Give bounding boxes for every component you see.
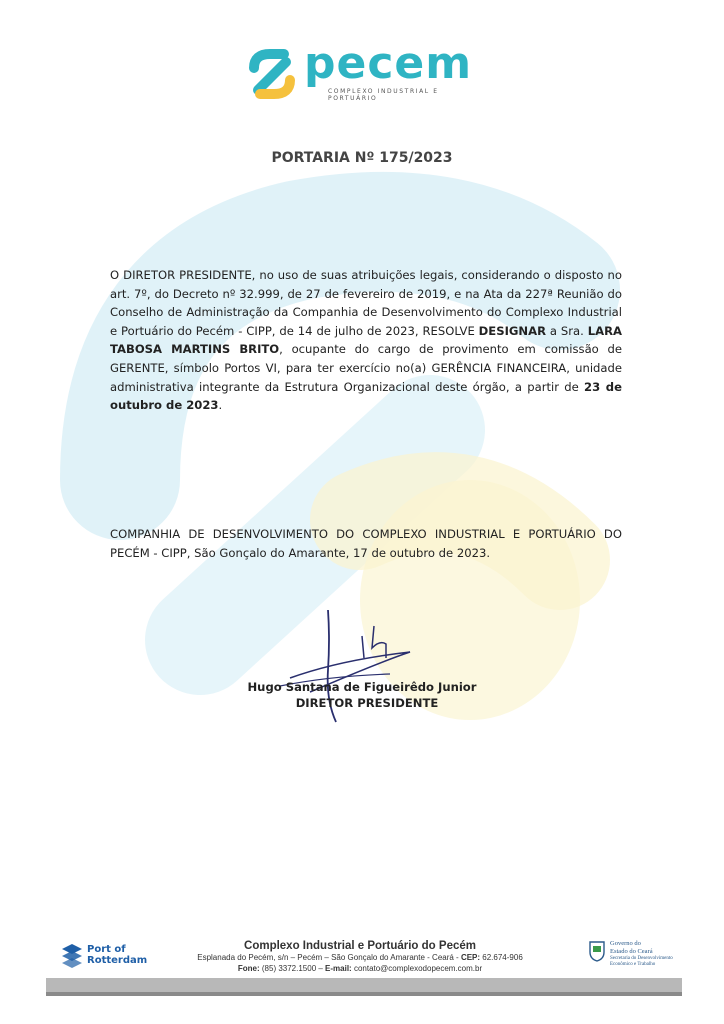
logo-wordmark: pecem	[304, 38, 473, 89]
footer-bar	[46, 978, 682, 996]
logo-subtitle: COMPLEXO INDUSTRIAL E PORTUÁRIO	[328, 88, 439, 102]
address-text: Esplanada do Pecém, s/n – Pecém – São Gonçalo do Amarante - Ceará -	[197, 953, 461, 962]
gov-line-4: Econômico e Trabalho	[610, 962, 656, 967]
pecem-symbol-icon	[244, 46, 300, 102]
cep-label: CEP:	[460, 953, 481, 962]
body-text-part: , ocupante do cargo de provimento em comissão de GERENTE, símbolo Portos VI, para ter exercício no(a) GERÊNCIA FINANCEIRA, unidade administrativa integrante da Estrutura Organizacional deste órgão, a partir de	[110, 342, 622, 394]
cep-value: 62.674-906	[480, 953, 523, 962]
footer-company-name: Complexo Industrial e Portuário do Pecém	[244, 940, 476, 952]
governo-ceara-logo	[588, 938, 678, 974]
footer-address	[170, 952, 550, 963]
port-waves-icon	[60, 942, 84, 968]
body-text-part: .	[218, 398, 223, 413]
port-of-rotterdam-logo	[60, 942, 170, 972]
closing-paragraph: COMPANHIA DE DESENVOLVIMENTO DO COMPLEXO INDUSTRIAL E PORTUÁRIO DO PECÉM - CIPP, São Gonçalo do Amarante, 17 de outubro de 2023.	[110, 527, 622, 560]
footer-contact	[170, 940, 550, 974]
designee-name: LARA TABOSA MARTINS BRITO	[110, 323, 622, 357]
gov-line-2: Estado do Ceará	[610, 948, 653, 955]
email-label: E-mail:	[325, 964, 352, 973]
port-line-1: Port of	[87, 944, 126, 955]
port-line-2: Rotterdam	[87, 955, 148, 966]
email-value: contato@complexodopecem.com.br	[351, 964, 483, 973]
effective-date: 23 de outubro de 2023	[110, 379, 622, 413]
handwritten-signature	[270, 600, 460, 730]
gov-line-3: Secretaria do Desenvolvimento	[610, 956, 673, 961]
pecem-logo	[244, 38, 484, 104]
body-text-part: a Sra.	[546, 323, 588, 338]
phone-label: Fone:	[237, 964, 260, 973]
designar-keyword: DESIGNAR	[478, 323, 546, 338]
signer-role: DIRETOR PRESIDENTE	[295, 696, 439, 710]
footer-phone-email	[170, 963, 550, 974]
gov-line-1: Governo do	[610, 940, 641, 947]
body-paragraph	[110, 266, 622, 415]
phone-value: (85) 3372.1500 –	[259, 964, 326, 973]
ceara-coat-of-arms-icon	[588, 940, 606, 962]
document-title: PORTARIA Nº 175/2023	[271, 150, 453, 166]
body-text-part: O DIRETOR PRESIDENTE, no uso de suas atribuições legais, considerando o disposto no art. 7º, do Decreto nº 32.999, de 27 de fevereiro de 2019, e na Ata da 227ª Reunião do Conselho de Administração da Companhia de Desenvolvimento do Complexo Industrial e Portuário do Pecém - CIPP, de 14 de julho de 2023, RESOLVE	[110, 268, 622, 338]
signer-name: Hugo Santana de Figueirêdo Junior	[247, 680, 477, 694]
